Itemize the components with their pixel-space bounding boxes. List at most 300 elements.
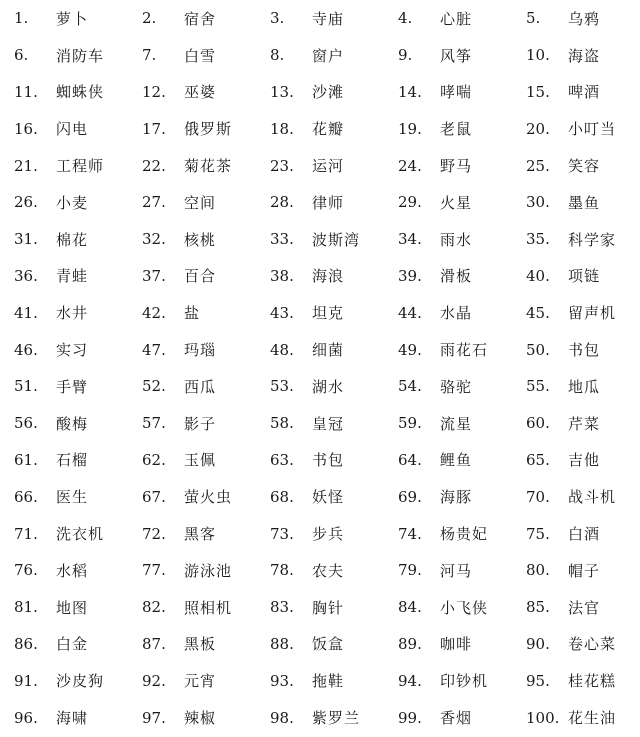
item-number: 23.	[270, 156, 294, 175]
item-number: 1.	[14, 9, 29, 28]
item-word: 萤火虫	[184, 488, 233, 507]
word-item	[256, 552, 384, 589]
item-word: 海豚	[440, 488, 473, 507]
item-number: 38.	[270, 266, 294, 285]
item-number: 72.	[142, 524, 166, 543]
item-number: 61.	[14, 450, 38, 469]
word-item	[512, 184, 640, 221]
item-word: 波斯湾	[312, 230, 361, 249]
item-number: 7.	[142, 46, 157, 65]
item-word: 胸针	[312, 598, 345, 617]
item-word: 巫婆	[184, 83, 217, 102]
word-item	[384, 699, 512, 736]
item-word: 石榴	[56, 451, 89, 470]
word-item	[0, 626, 128, 663]
word-item	[0, 442, 128, 479]
item-number: 51.	[14, 377, 38, 396]
item-number: 53.	[270, 377, 294, 396]
word-item	[128, 405, 256, 442]
word-item	[256, 331, 384, 368]
item-word: 农夫	[312, 561, 345, 580]
item-number: 4.	[398, 9, 413, 28]
item-word: 窗户	[312, 46, 345, 65]
item-word: 印钞机	[440, 672, 489, 691]
word-item	[512, 294, 640, 331]
word-item	[128, 626, 256, 663]
word-item	[256, 368, 384, 405]
item-word: 水稻	[56, 561, 89, 580]
item-word: 医生	[56, 488, 89, 507]
item-number: 64.	[398, 450, 422, 469]
word-item	[384, 74, 512, 111]
item-number: 96.	[14, 708, 38, 727]
item-number: 3.	[270, 9, 285, 28]
word-item	[128, 184, 256, 221]
word-item	[512, 589, 640, 626]
word-item	[384, 147, 512, 184]
item-number: 26.	[14, 193, 38, 212]
item-number: 33.	[270, 230, 294, 249]
word-item	[0, 552, 128, 589]
item-word: 拖鞋	[312, 672, 345, 691]
item-word: 火星	[440, 193, 473, 212]
item-number: 2.	[142, 9, 157, 28]
item-number: 95.	[526, 671, 550, 690]
word-item	[128, 0, 256, 37]
item-word: 留声机	[568, 304, 617, 323]
item-word: 科学家	[568, 230, 617, 249]
item-number: 15.	[526, 82, 550, 101]
word-item	[256, 184, 384, 221]
item-number: 28.	[270, 193, 294, 212]
item-word: 工程师	[56, 157, 105, 176]
item-word: 步兵	[312, 525, 345, 544]
item-word: 游泳池	[184, 561, 233, 580]
word-item	[0, 184, 128, 221]
item-word: 芹菜	[568, 414, 601, 433]
word-item	[512, 147, 640, 184]
word-item	[0, 478, 128, 515]
word-item	[0, 258, 128, 295]
item-word: 百合	[184, 267, 217, 286]
item-word: 法官	[568, 598, 601, 617]
item-number: 77.	[142, 561, 166, 580]
item-number: 85.	[526, 598, 550, 617]
item-word: 吉他	[568, 451, 601, 470]
item-number: 80.	[526, 561, 550, 580]
item-number: 45.	[526, 303, 550, 322]
item-word: 核桃	[184, 230, 217, 249]
item-word: 卷心菜	[568, 635, 617, 654]
item-word: 律师	[312, 193, 345, 212]
item-number: 16.	[14, 119, 38, 138]
word-item	[512, 331, 640, 368]
word-item	[384, 294, 512, 331]
item-word: 帽子	[568, 561, 601, 580]
item-number: 87.	[142, 634, 166, 653]
item-number: 100.	[526, 708, 560, 727]
item-word: 寺庙	[312, 9, 345, 28]
word-item	[128, 515, 256, 552]
word-item	[384, 368, 512, 405]
item-word: 青蛙	[56, 267, 89, 286]
item-number: 70.	[526, 487, 550, 506]
item-word: 鲤鱼	[440, 451, 473, 470]
item-number: 76.	[14, 561, 38, 580]
word-item	[128, 478, 256, 515]
item-word: 紫罗兰	[312, 709, 361, 728]
item-number: 52.	[142, 377, 166, 396]
item-number: 71.	[14, 524, 38, 543]
word-item	[512, 110, 640, 147]
item-word: 蜘蛛侠	[56, 83, 105, 102]
word-item	[0, 405, 128, 442]
item-word: 酸梅	[56, 414, 89, 433]
item-number: 19.	[398, 119, 422, 138]
item-number: 30.	[526, 193, 550, 212]
word-item	[256, 258, 384, 295]
item-word: 风筝	[440, 46, 473, 65]
item-number: 21.	[14, 156, 38, 175]
item-word: 咖啡	[440, 635, 473, 654]
word-item	[128, 294, 256, 331]
item-number: 29.	[398, 193, 422, 212]
word-item	[512, 515, 640, 552]
item-number: 62.	[142, 450, 166, 469]
item-number: 59.	[398, 414, 422, 433]
item-number: 98.	[270, 708, 294, 727]
item-word: 海啸	[56, 709, 89, 728]
item-word: 妖怪	[312, 488, 345, 507]
item-word: 影子	[184, 414, 217, 433]
item-word: 笑容	[568, 157, 601, 176]
word-item	[128, 589, 256, 626]
word-item	[256, 37, 384, 74]
item-number: 25.	[526, 156, 550, 175]
word-item	[384, 331, 512, 368]
word-item	[384, 442, 512, 479]
item-word: 照相机	[184, 598, 233, 617]
word-item	[512, 552, 640, 589]
item-number: 89.	[398, 634, 422, 653]
word-item	[512, 626, 640, 663]
item-number: 17.	[142, 119, 166, 138]
word-item	[0, 368, 128, 405]
item-number: 74.	[398, 524, 422, 543]
item-number: 18.	[270, 119, 294, 138]
item-word: 空间	[184, 193, 217, 212]
item-number: 13.	[270, 82, 294, 101]
word-item	[384, 478, 512, 515]
item-word: 流星	[440, 414, 473, 433]
item-number: 66.	[14, 487, 38, 506]
item-word: 滑板	[440, 267, 473, 286]
word-item	[256, 699, 384, 736]
item-number: 92.	[142, 671, 166, 690]
item-word: 河马	[440, 561, 473, 580]
word-item	[384, 515, 512, 552]
word-item	[256, 478, 384, 515]
item-number: 14.	[398, 82, 422, 101]
item-word: 闪电	[56, 120, 89, 139]
item-word: 啤酒	[568, 83, 601, 102]
word-item	[256, 442, 384, 479]
item-number: 67.	[142, 487, 166, 506]
word-item	[128, 221, 256, 258]
word-item	[384, 110, 512, 147]
word-item	[0, 331, 128, 368]
word-item	[128, 258, 256, 295]
word-item	[512, 442, 640, 479]
item-number: 35.	[526, 230, 550, 249]
word-item	[256, 662, 384, 699]
item-number: 5.	[526, 9, 541, 28]
word-item	[128, 442, 256, 479]
word-item	[128, 147, 256, 184]
word-item	[128, 699, 256, 736]
item-word: 水晶	[440, 304, 473, 323]
word-item	[128, 662, 256, 699]
word-item	[384, 221, 512, 258]
word-item	[0, 294, 128, 331]
item-word: 哮喘	[440, 83, 473, 102]
item-number: 22.	[142, 156, 166, 175]
item-number: 32.	[142, 230, 166, 249]
item-word: 骆驼	[440, 377, 473, 396]
item-word: 玉佩	[184, 451, 217, 470]
item-number: 82.	[142, 598, 166, 617]
item-number: 48.	[270, 340, 294, 359]
item-word: 沙皮狗	[56, 672, 105, 691]
word-item	[512, 37, 640, 74]
item-number: 12.	[142, 82, 166, 101]
item-word: 俄罗斯	[184, 120, 233, 139]
item-number: 57.	[142, 414, 166, 433]
item-word: 萝卜	[56, 9, 89, 28]
item-number: 31.	[14, 230, 38, 249]
item-number: 49.	[398, 340, 422, 359]
item-number: 94.	[398, 671, 422, 690]
item-number: 42.	[142, 303, 166, 322]
item-word: 棉花	[56, 230, 89, 249]
item-word: 墨鱼	[568, 193, 601, 212]
word-item	[0, 37, 128, 74]
item-number: 6.	[14, 46, 29, 65]
item-number: 79.	[398, 561, 422, 580]
item-number: 86.	[14, 634, 38, 653]
item-word: 手臂	[56, 377, 89, 396]
item-word: 实习	[56, 341, 89, 360]
word-item	[0, 0, 128, 37]
word-item	[512, 258, 640, 295]
word-item	[0, 662, 128, 699]
item-number: 11.	[14, 82, 38, 101]
item-number: 10.	[526, 46, 550, 65]
item-word: 白酒	[568, 525, 601, 544]
item-word: 湖水	[312, 377, 345, 396]
item-word: 宿舍	[184, 9, 217, 28]
item-number: 93.	[270, 671, 294, 690]
item-number: 84.	[398, 598, 422, 617]
item-word: 玛瑙	[184, 341, 217, 360]
item-word: 洗衣机	[56, 525, 105, 544]
item-number: 90.	[526, 634, 550, 653]
item-word: 细菌	[312, 341, 345, 360]
word-item	[384, 626, 512, 663]
word-item	[256, 294, 384, 331]
word-item	[0, 221, 128, 258]
item-number: 20.	[526, 119, 550, 138]
word-item	[512, 699, 640, 736]
item-word: 白雪	[184, 46, 217, 65]
item-word: 元宵	[184, 672, 217, 691]
word-item	[128, 110, 256, 147]
word-item	[128, 368, 256, 405]
word-item	[512, 478, 640, 515]
item-number: 8.	[270, 46, 285, 65]
word-item	[128, 331, 256, 368]
item-number: 37.	[142, 266, 166, 285]
item-word: 书包	[312, 451, 345, 470]
word-item	[512, 74, 640, 111]
item-number: 41.	[14, 303, 38, 322]
item-number: 36.	[14, 266, 38, 285]
item-word: 地图	[56, 598, 89, 617]
word-item	[0, 515, 128, 552]
word-item	[128, 552, 256, 589]
item-number: 68.	[270, 487, 294, 506]
item-word: 饭盒	[312, 635, 345, 654]
item-number: 27.	[142, 193, 166, 212]
item-word: 盐	[184, 304, 201, 323]
word-item	[256, 147, 384, 184]
item-word: 小飞侠	[440, 598, 489, 617]
item-word: 海盗	[568, 46, 601, 65]
item-number: 65.	[526, 450, 550, 469]
item-word: 乌鸦	[568, 9, 601, 28]
item-number: 34.	[398, 230, 422, 249]
item-word: 战斗机	[568, 488, 617, 507]
word-item	[0, 699, 128, 736]
item-word: 消防车	[56, 46, 105, 65]
item-word: 老鼠	[440, 120, 473, 139]
item-number: 50.	[526, 340, 550, 359]
item-word: 皇冠	[312, 414, 345, 433]
item-number: 46.	[14, 340, 38, 359]
item-word: 白金	[56, 635, 89, 654]
word-item	[384, 662, 512, 699]
item-word: 心脏	[440, 9, 473, 28]
item-word: 辣椒	[184, 709, 217, 728]
item-word: 黑客	[184, 525, 217, 544]
item-number: 39.	[398, 266, 422, 285]
item-word: 雨水	[440, 230, 473, 249]
word-item	[256, 515, 384, 552]
word-item	[256, 0, 384, 37]
item-number: 44.	[398, 303, 422, 322]
item-word: 野马	[440, 157, 473, 176]
word-item	[384, 0, 512, 37]
item-word: 杨贵妃	[440, 525, 489, 544]
item-word: 地瓜	[568, 377, 601, 396]
item-word: 西瓜	[184, 377, 217, 396]
word-item	[256, 74, 384, 111]
item-number: 63.	[270, 450, 294, 469]
item-number: 9.	[398, 46, 413, 65]
item-number: 73.	[270, 524, 294, 543]
word-item	[384, 184, 512, 221]
item-number: 69.	[398, 487, 422, 506]
word-item	[256, 589, 384, 626]
item-word: 沙滩	[312, 83, 345, 102]
word-item	[256, 626, 384, 663]
word-item	[384, 37, 512, 74]
item-word: 雨花石	[440, 341, 489, 360]
item-word: 花生油	[568, 709, 617, 728]
item-number: 47.	[142, 340, 166, 359]
word-item	[256, 405, 384, 442]
word-item	[128, 74, 256, 111]
item-word: 水井	[56, 304, 89, 323]
item-word: 坦克	[312, 304, 345, 323]
item-number: 43.	[270, 303, 294, 322]
item-number: 54.	[398, 377, 422, 396]
item-word: 小叮当	[568, 120, 617, 139]
item-word: 书包	[568, 341, 601, 360]
item-number: 55.	[526, 377, 550, 396]
word-item	[0, 589, 128, 626]
item-number: 91.	[14, 671, 38, 690]
item-word: 黑板	[184, 635, 217, 654]
item-number: 56.	[14, 414, 38, 433]
item-number: 58.	[270, 414, 294, 433]
item-number: 78.	[270, 561, 294, 580]
item-word: 桂花糕	[568, 672, 617, 691]
word-item	[384, 258, 512, 295]
item-number: 75.	[526, 524, 550, 543]
item-word: 运河	[312, 157, 345, 176]
word-item	[256, 110, 384, 147]
item-number: 40.	[526, 266, 550, 285]
word-item	[0, 74, 128, 111]
item-number: 88.	[270, 634, 294, 653]
item-word: 项链	[568, 267, 601, 286]
word-item	[512, 405, 640, 442]
word-item	[128, 37, 256, 74]
item-word: 海浪	[312, 267, 345, 286]
item-word: 菊花茶	[184, 157, 233, 176]
word-item	[256, 221, 384, 258]
word-item	[0, 147, 128, 184]
item-number: 81.	[14, 598, 38, 617]
item-word: 香烟	[440, 709, 473, 728]
item-number: 24.	[398, 156, 422, 175]
word-item	[0, 110, 128, 147]
word-item	[384, 405, 512, 442]
item-number: 83.	[270, 598, 294, 617]
item-word: 花瓣	[312, 120, 345, 139]
item-word: 小麦	[56, 193, 89, 212]
item-number: 60.	[526, 414, 550, 433]
word-item	[384, 552, 512, 589]
word-item	[512, 221, 640, 258]
word-item	[512, 0, 640, 37]
item-number: 97.	[142, 708, 166, 727]
word-item	[512, 368, 640, 405]
item-number: 99.	[398, 708, 422, 727]
word-item	[512, 662, 640, 699]
word-item	[384, 589, 512, 626]
